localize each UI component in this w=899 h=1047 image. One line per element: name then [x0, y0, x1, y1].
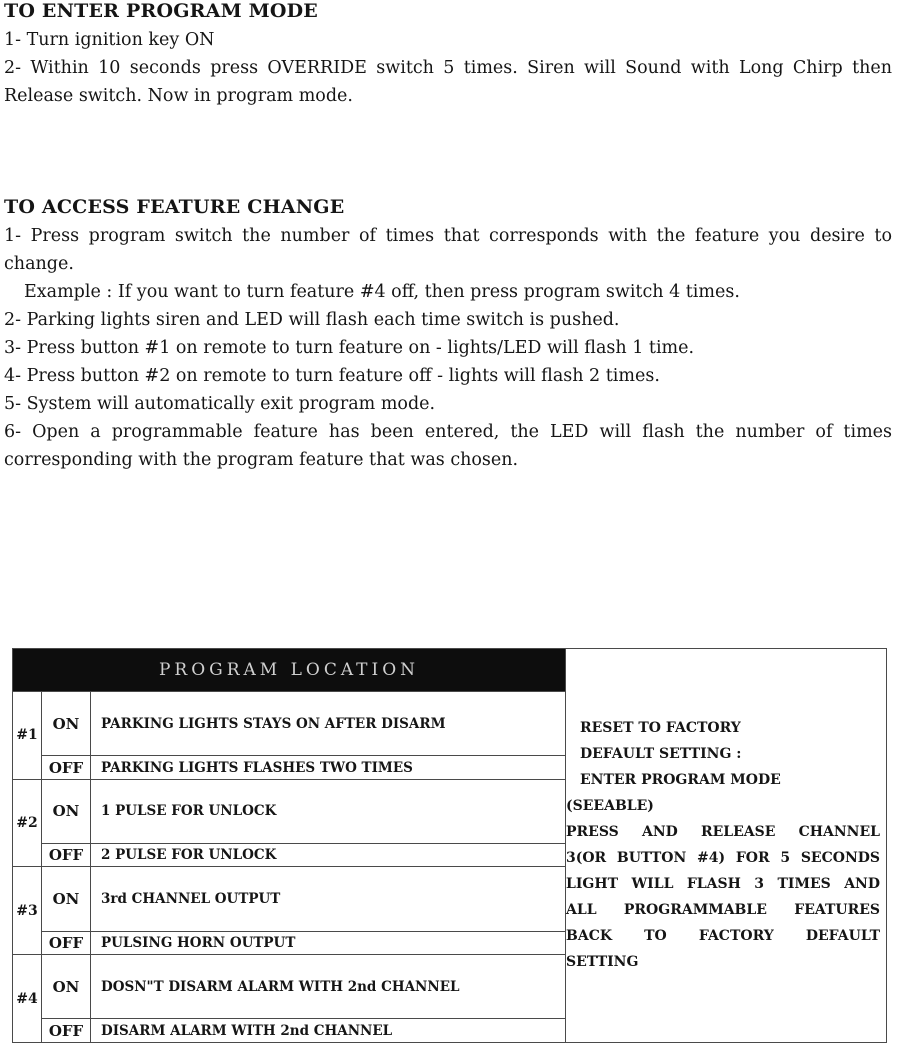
instruction-step: 3- Press button #1 on remote to turn feature on - lights/LED will flash 1 time.: [4, 338, 695, 358]
instruction-example: Example : If you want to turn feature #4 off, then press program switch 4 times.: [24, 282, 740, 302]
on-label: ON: [42, 867, 91, 931]
feature-on-description: PARKING LIGHTS STAYS ON AFTER DISARM: [91, 692, 566, 756]
feature-off-description: PARKING LIGHTS FLASHES TWO TIMES: [91, 756, 566, 779]
feature-number: #3: [13, 867, 42, 955]
on-label: ON: [42, 692, 91, 756]
reset-note-line: ENTER PROGRAM MODE: [580, 772, 781, 788]
reset-note-line: SETTING: [566, 954, 639, 970]
instruction-step: 1- Turn ignition key ON: [4, 30, 215, 50]
feature-off-description: DISARM ALARM WITH 2nd CHANNEL: [91, 1019, 566, 1043]
feature-on-description: 3rd CHANNEL OUTPUT: [91, 867, 566, 931]
reset-note-line: ALL PROGRAMMABLE FEATURES: [566, 902, 880, 918]
feature-on-description: DOSN"T DISARM ALARM WITH 2nd CHANNEL: [91, 955, 566, 1019]
access-feature-change-section: [4, 196, 892, 474]
feature-on-description: 1 PULSE FOR UNLOCK: [91, 779, 566, 843]
off-label: OFF: [42, 1019, 91, 1043]
reset-note-line: DEFAULT SETTING :: [580, 746, 742, 762]
feature-off-description: PULSING HORN OUTPUT: [91, 931, 566, 954]
instruction-step: 1- Press program switch the number of times that corresponds with the feature you desire to change.: [4, 226, 892, 274]
program-location-table: [12, 648, 887, 1043]
instruction-step: 2- Within 10 seconds press OVERRIDE switch 5 times. Siren will Sound with Long Chirp then Release switch. Now in program mode.: [4, 58, 892, 106]
reset-note-line: BACK TO FACTORY DEFAULT: [566, 928, 880, 944]
instruction-step: 4- Press button #2 on remote to turn feature off - lights will flash 2 times.: [4, 366, 660, 386]
table-header: PROGRAM LOCATION: [13, 649, 566, 692]
off-label: OFF: [42, 756, 91, 779]
reset-note-line: (SEEABLE): [566, 798, 654, 814]
feature-number: #4: [13, 955, 42, 1043]
reset-note-line: 3(OR BUTTON #4) FOR 5 SECONDS: [566, 850, 880, 866]
section-heading: TO ACCESS FEATURE CHANGE: [4, 196, 345, 218]
off-label: OFF: [42, 931, 91, 954]
reset-note-line: LIGHT WILL FLASH 3 TIMES AND: [566, 876, 880, 892]
feature-off-description: 2 PULSE FOR UNLOCK: [91, 844, 566, 867]
reset-factory-note: [566, 649, 887, 1043]
enter-program-mode-section: [4, 0, 892, 110]
feature-number: #2: [13, 779, 42, 867]
on-label: ON: [42, 955, 91, 1019]
instruction-step: 2- Parking lights siren and LED will flash each time switch is pushed.: [4, 310, 620, 330]
section-heading: TO ENTER PROGRAM MODE: [4, 0, 318, 22]
on-label: ON: [42, 779, 91, 843]
instruction-step: 6- Open a programmable feature has been entered, the LED will flash the number of times corresponding with the program feature that was chosen.: [4, 422, 892, 470]
feature-number: #1: [13, 692, 42, 780]
off-label: OFF: [42, 844, 91, 867]
reset-note-line: RESET TO FACTORY: [580, 720, 741, 736]
reset-note-line: PRESS AND RELEASE CHANNEL: [566, 824, 880, 840]
instruction-step: 5- System will automatically exit program mode.: [4, 394, 436, 414]
